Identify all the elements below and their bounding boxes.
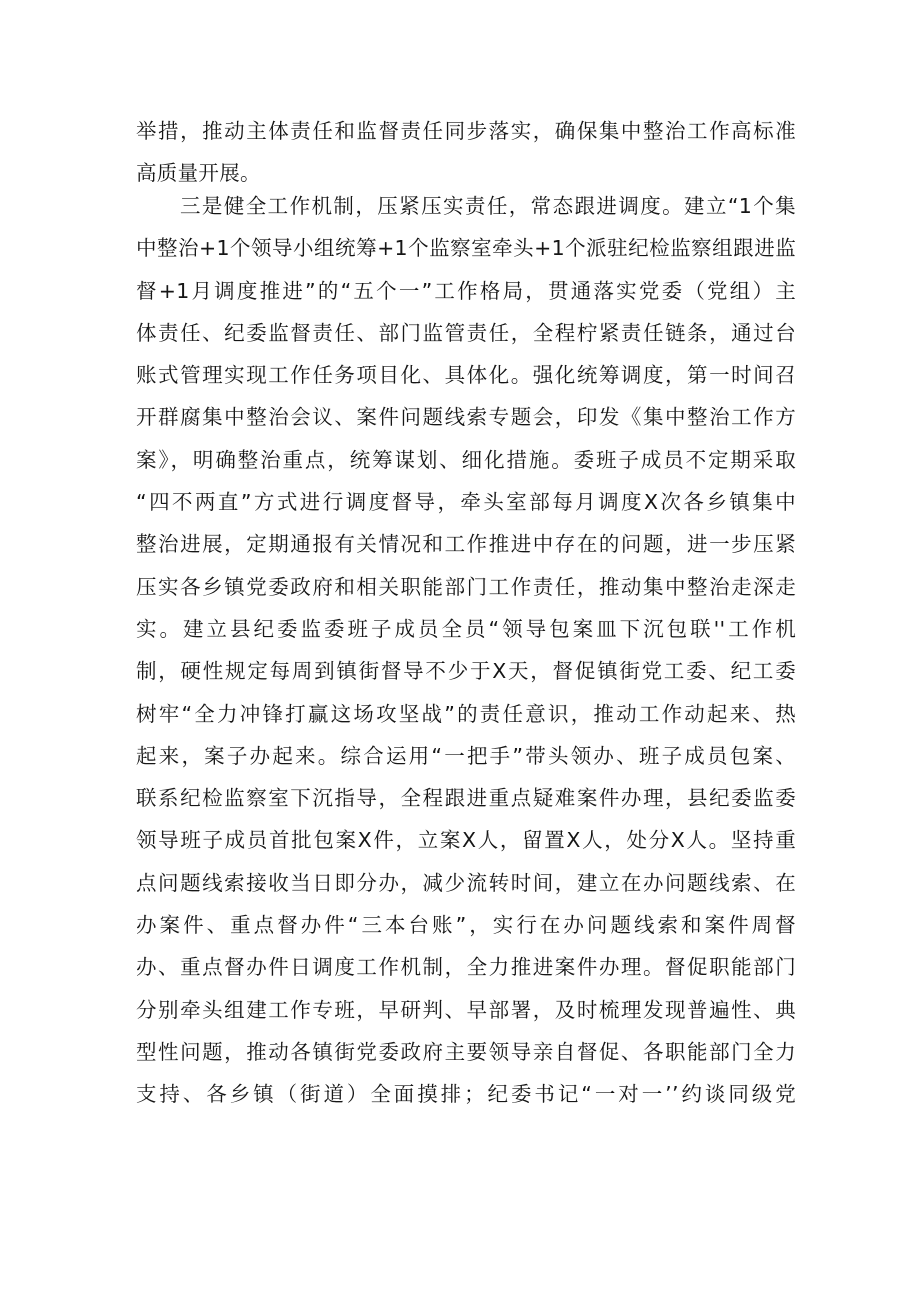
text-line: 实。建立县纪委监委班子成员全员“领导包案皿下沉包联''工作机	[136, 616, 796, 641]
text-line: 分别牵头组建工作专班，早研判、早部署，及时梳理发现普遍性、典	[136, 997, 796, 1022]
text-line: 中整治+1个领导小组统筹+1个监察室牵头+1个派驻纪检监察组跟进监	[136, 236, 796, 261]
text-line: 办、重点督办件日调度工作机制，全力推进案件办理。督促职能部门	[136, 955, 796, 980]
text-line: 支持、各乡镇（街道）全面摸排；纪委书记“一对一’’约谈同级党	[136, 1082, 796, 1107]
text-line: 联系纪检监察室下沉指导，全程跟进重点疑难案件办理，县纪委监委	[136, 786, 796, 811]
text-line: 开群腐集中整治会议、案件问题线索专题会，印发《集中整治工作方	[136, 405, 796, 430]
text-line: 体责任、纪委监督责任、部门监管责任，全程柠紧责任链条，通过台	[136, 320, 796, 345]
paragraph-2	[136, 185, 796, 1116]
text-line: 领导班子成员首批包案X件，立案X人，留置X人，处分X人。坚持重	[136, 828, 796, 853]
text-line: 举措，推动主体责任和监督责任同步落实，确保集中整治工作高标准	[136, 119, 796, 143]
text-line: “四不两直”方式进行调度督导，牵头室部每月调度X次各乡镇集中	[136, 490, 796, 515]
text-line: 办案件、重点督办件“三本台账”，实行在办问题线索和案件周督	[136, 913, 796, 938]
text-line: 账式管理实现工作任务项目化、具体化。强化统筹调度，第一时间召	[136, 363, 796, 388]
text-line: 整治进展，定期通报有关情况和工作推进中存在的问题，进一步压紧	[136, 532, 796, 557]
text-line: 案》，明确整治重点，统筹谋划、细化措施。委班子成员不定期采取	[136, 447, 796, 472]
text-line: 三是健全工作机制，压紧压实责任，常态跟进调度。建立“1个集	[180, 194, 796, 218]
text-line: 压实各乡镇党委政府和相关职能部门工作责任，推动集中整治走深走	[136, 574, 796, 599]
text-line: 起来，案子办起来。综合运用“一把手”带头领办、班子成员包案、	[136, 743, 796, 768]
text-line: 树牢“全力冲锋打赢这场攻坚战”的责任意识，推动工作动起来、热	[136, 701, 796, 726]
text-line: 点问题线索接收当日即分办，减少流转时间，建立在办问题线索、在	[136, 870, 796, 895]
text-line: 型性问题，推动各镇街党委政府主要领导亲自督促、各职能部门全力	[136, 1039, 796, 1064]
text-line: 高质量开展。	[136, 161, 261, 186]
paragraph-1	[136, 110, 796, 195]
text-line: 制，硬性规定每周到镇街督导不少于X天，督促镇街党工委、纪工委	[136, 659, 796, 684]
text-line: 督+1月调度推进”的“五个一”工作格局，贯通落实党委（党组）主	[136, 278, 796, 303]
